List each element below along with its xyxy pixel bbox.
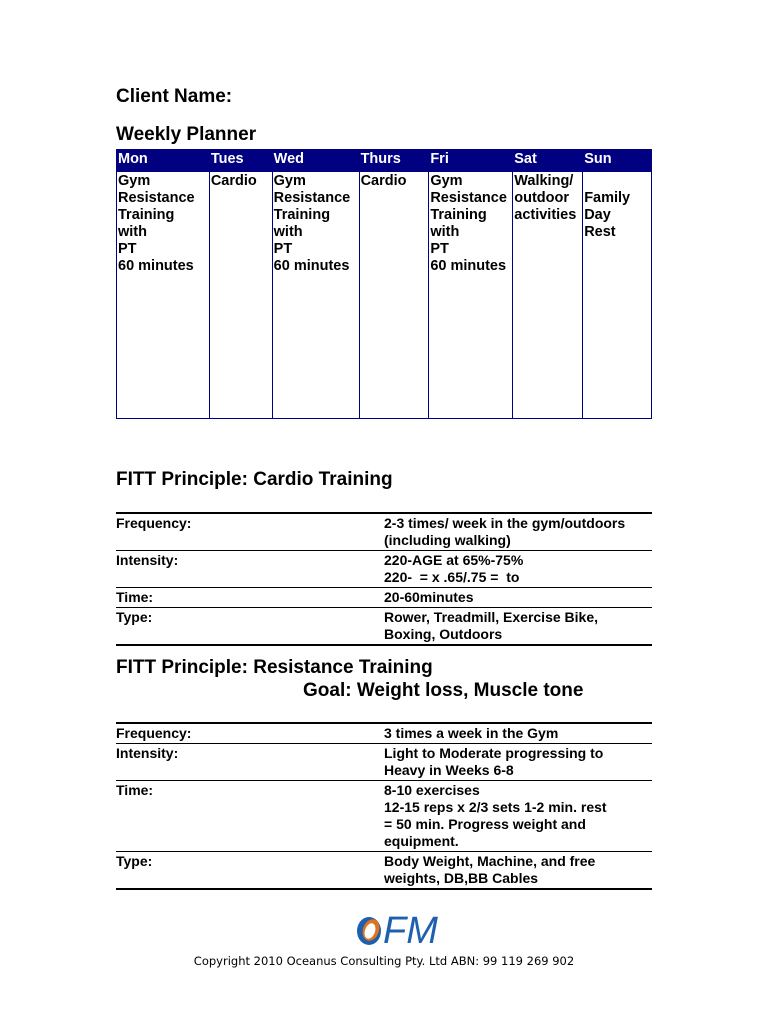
planner-cell-line: Resistance [430,190,507,206]
fitt-value-line: 8-10 exercises [384,782,480,798]
oceanus-logo [350,905,450,955]
fitt-row-type [116,607,652,644]
planner-cell-mon [117,172,210,419]
fitt-label: Type: [116,609,153,625]
fitt-value [384,782,652,850]
planner-cell-line: Cardio [210,173,257,189]
fitt-value-line: Rower, Treadmill, Exercise Bike, [384,609,598,625]
fitt-value [384,853,652,887]
planner-cell-sat [513,172,583,419]
fitt-value-line: equipment. [384,833,459,849]
fitt-value-line: Heavy in Weeks 6-8 [384,762,514,778]
planner-cell-line: Training [273,207,331,223]
fitt-label: Type: [116,853,153,869]
fitt-value [384,589,652,606]
planner-cell-tues [209,172,272,419]
planner-day-sun: Sun [583,150,652,172]
fitt-row-time [116,780,652,851]
planner-cell-line: Gym [118,173,151,189]
planner-cell-line: Resistance [118,190,195,206]
fitt-value [384,552,652,586]
planner-cell-line: 60 minutes [430,258,507,274]
fitt-row-intensity [116,550,652,587]
planner-day-thurs: Thurs [359,150,429,172]
planner-header-row [117,150,652,172]
fitt-label: Frequency: [116,515,192,531]
planner-cell-line: Gym [430,173,463,189]
fitt-value [384,745,652,779]
logo-text: FM [383,910,438,952]
planner-cell-line: Walking/ [514,173,574,189]
weekly-planner-table [116,149,652,419]
fitt-label: Time: [116,589,154,605]
planner-day-wed: Wed [272,150,359,172]
planner-cell-line: Day [584,207,611,223]
cardio-fitt-table [116,512,652,646]
planner-cell-fri [429,172,513,419]
fitt-label: Frequency: [116,725,192,741]
fitt-value-line: 220-AGE at 65%-75% [384,552,524,568]
planner-cell-line: with [118,224,147,240]
planner-cell-line: PT [430,241,449,257]
planner-day-tues: Tues [209,150,272,172]
fitt-value-line: 2-3 times/ week in the gym/outdoors [384,515,626,531]
fitt-row-frequency [116,724,652,743]
fitt-value-line: 12-15 reps x 2/3 sets 1-2 min. rest [384,799,607,815]
fitt-value-line: 20-60minutes [384,589,474,605]
planner-cell-line: Cardio [360,173,407,189]
resistance-fitt-table [116,722,652,890]
planner-day-sat: Sat [513,150,583,172]
fitt-value-line: 220- = x .65/.75 = to [384,569,520,585]
planner-cell-line: Gym [273,173,306,189]
planner-cell-wed [272,172,359,419]
fitt-value [384,725,652,742]
resistance-section-title: FITT Principle: Resistance Training [116,657,433,678]
fitt-row-frequency [116,514,652,550]
fitt-value-line: (including walking) [384,532,511,548]
planner-cell-line: activities [514,207,577,223]
fitt-value [384,609,652,643]
planner-body-row [117,172,652,419]
fitt-row-time [116,587,652,607]
fitt-value-line: weights, DB,BB Cables [384,870,539,886]
fitt-label: Intensity: [116,552,179,568]
planner-cell-line: Resistance [273,190,351,206]
fitt-value-line: Light to Moderate progressing to [384,745,604,761]
fitt-value-line: = 50 min. Progress weight and [384,816,586,832]
planner-cell-line: Rest [584,224,616,240]
copyright-text: Copyright 2010 Oceanus Consulting Pty. Ltd ABN: 99 119 269 902 [193,954,575,968]
resistance-goal: Goal: Weight loss, Muscle tone [303,680,584,701]
planner-cell-line: outdoor [514,190,570,206]
fitt-value-line: Boxing, Outdoors [384,626,503,642]
fitt-label: Time: [116,782,154,798]
fitt-label: Intensity: [116,745,179,761]
planner-cell-sun [583,172,652,419]
fitt-row-intensity [116,743,652,780]
cardio-section-title: FITT Principle: Cardio Training [116,469,393,490]
planner-cell-thurs [359,172,429,419]
planner-cell-line: with [273,224,303,240]
planner-cell-line: 60 minutes [273,258,350,274]
planner-cell-line: PT [118,241,137,257]
planner-cell-line [584,173,650,190]
planner-cell-line: Training [430,207,487,223]
planner-cell-line: with [430,224,460,240]
fitt-value-line: Body Weight, Machine, and free [384,853,596,869]
planner-day-fri: Fri [429,150,513,172]
weekly-planner-title: Weekly Planner [116,124,257,145]
client-name-label: Client Name: [116,86,233,107]
planner-cell-line: 60 minutes [118,258,194,274]
fitt-value [384,515,652,549]
fitt-row-type [116,851,652,888]
planner-cell-line: Family [584,190,631,206]
planner-cell-line: Training [118,207,175,223]
planner-cell-line: PT [273,241,293,257]
fitt-value-line: 3 times a week in the Gym [384,725,559,741]
planner-day-mon: Mon [117,150,210,172]
